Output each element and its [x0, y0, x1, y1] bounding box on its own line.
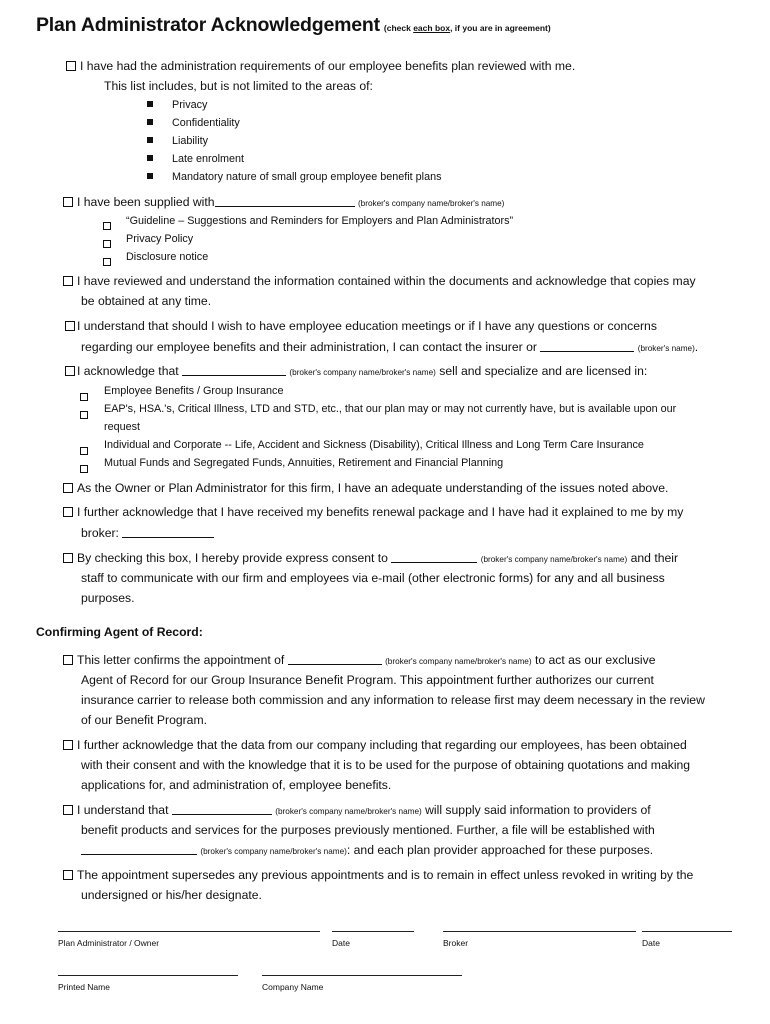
- item12-checkbox[interactable]: [63, 870, 73, 880]
- item7-line1: [63, 505, 683, 520]
- item10-line2: with their consent and with the knowledge that it is to be used for the purpose of obtaining quotations and making: [81, 758, 691, 772]
- item5-post: sell and specialize and are licensed in:: [439, 364, 648, 378]
- item8-hint: (broker's company name/broker's name): [480, 555, 628, 564]
- item7-text: I further acknowledge that I have received my benefits renewal package and I have had it explained to me by my: [77, 505, 684, 519]
- item9-checkbox[interactable]: [63, 655, 73, 665]
- company-name-label: Company Name: [262, 982, 324, 992]
- item1-line1: [66, 59, 575, 74]
- item4-checkbox[interactable]: [65, 321, 75, 331]
- title-note: [384, 23, 551, 33]
- item2-sub-checkbox[interactable]: [103, 222, 111, 230]
- item5-subitem: EAP's, HSA.'s, Critical Illness, LTD and STD, etc., that our plan may or may not currently have, but is available upon our: [104, 403, 677, 415]
- item1-bullet: Liability: [172, 135, 209, 147]
- item5-hint: (broker's company name/broker's name): [289, 368, 436, 377]
- date1-label: Date: [332, 938, 350, 948]
- item5-checkbox[interactable]: [65, 366, 75, 376]
- item1-bullet: Mandatory nature of small group employee benefit plans: [172, 171, 442, 183]
- item5-sub-checkbox[interactable]: [80, 411, 88, 419]
- item10-line3: applications for, and administration of, employee benefits.: [81, 778, 392, 792]
- item4-line1: [65, 319, 657, 334]
- bullet-icon: [147, 137, 153, 143]
- item9-pre: This letter confirms the appointment of: [77, 653, 285, 667]
- item5-sub-checkbox[interactable]: [80, 465, 88, 473]
- item11-pre: I understand that: [77, 803, 169, 817]
- item12-line1: [63, 868, 693, 883]
- item10-text: I further acknowledge that the data from our company including that regarding our employees, has been obtained: [77, 738, 687, 752]
- item2-line1: [63, 195, 504, 211]
- item6-text: As the Owner or Plan Administrator for this firm, I have an adequate understanding of the issues noted above.: [77, 481, 669, 495]
- item1-bullet: Privacy: [172, 99, 208, 111]
- item9-line4: of our Benefit Program.: [81, 713, 207, 727]
- item8-line3: purposes.: [81, 591, 135, 605]
- section-heading: Confirming Agent of Record:: [36, 625, 203, 639]
- item2-hint: (broker's company name/broker's name): [357, 199, 505, 208]
- item5-subitem: Mutual Funds and Segregated Funds, Annuities, Retirement and Financial Planning: [104, 457, 504, 469]
- bullet-icon: [147, 173, 153, 179]
- item6-checkbox[interactable]: [63, 483, 73, 493]
- item12-line2: undersigned or his/her designate.: [81, 888, 262, 902]
- item2-text: I have been supplied with: [77, 195, 215, 209]
- date2-label: Date: [642, 938, 660, 948]
- title-note-pre: (check: [383, 23, 414, 33]
- item4-line2: [81, 340, 698, 356]
- broker-name-blank[interactable]: [391, 551, 477, 563]
- company-name-line[interactable]: [262, 975, 462, 976]
- item8-pre: By checking this box, I hereby provide express consent to: [77, 551, 388, 565]
- plan-admin-signature-line[interactable]: [58, 931, 320, 932]
- date1-signature-line[interactable]: [332, 931, 414, 932]
- broker-name-blank[interactable]: [81, 843, 197, 855]
- broker-name-blank[interactable]: [172, 803, 272, 815]
- item1-checkbox[interactable]: [66, 61, 76, 71]
- bullet-icon: [147, 101, 153, 107]
- item3-text: I have reviewed and understand the information contained within the documents and acknowledge that copies may: [77, 274, 696, 288]
- item12-text: The appointment supersedes any previous appointments and is to remain in effect unless revoked in writing by the: [77, 868, 694, 882]
- item11-post: will supply said information to providers of: [425, 803, 651, 817]
- broker-name-blank[interactable]: [215, 195, 355, 207]
- item11-hint2: (broker's company name/broker's name): [200, 847, 347, 856]
- item4-end: .: [694, 340, 699, 354]
- title-note-underlined: each box: [413, 23, 451, 33]
- item5-sub-checkbox[interactable]: [80, 393, 88, 401]
- item7-text2: broker:: [81, 526, 119, 540]
- item11-line3: [81, 843, 653, 859]
- broker-blank[interactable]: [122, 526, 214, 538]
- item2-checkbox[interactable]: [63, 197, 73, 207]
- item10-checkbox[interactable]: [63, 740, 73, 750]
- item4-text: I understand that should I wish to have employee education meetings or if I have any questions or concerns: [77, 319, 657, 333]
- item1-line2: This list includes, but is not limited to the areas of:: [104, 79, 373, 93]
- title-main: Plan Administrator Acknowledgement: [36, 14, 380, 36]
- item9-hint: (broker's company name/broker's name): [385, 657, 532, 666]
- item3-line1: [63, 274, 696, 289]
- page-title: [36, 14, 551, 37]
- item11-line2: benefit products and services for the purposes previously mentioned. Further, a file will be established with: [81, 823, 655, 837]
- broker-name-blank[interactable]: [540, 340, 634, 352]
- item9-line2: Agent of Record for our Group Insurance Benefit Program. This appointment further authorizes our current: [81, 673, 654, 687]
- item10-line1: [63, 738, 687, 753]
- item8-line1: [63, 551, 678, 567]
- item8-line2: staff to communicate with our firm and employees via e-mail (other electronic forms) for any and all business: [81, 571, 665, 585]
- bullet-icon: [147, 119, 153, 125]
- item11-hint: (broker's company name/broker's name): [275, 807, 422, 816]
- item1-bullet: Late enrolment: [172, 153, 245, 165]
- item9-line1: [63, 653, 656, 669]
- item2-subitem: Privacy Policy: [126, 233, 194, 245]
- broker-signature-line[interactable]: [443, 931, 636, 932]
- printed-name-label: Printed Name: [58, 982, 110, 992]
- broker-label: Broker: [443, 938, 469, 948]
- item7-line2: [81, 526, 214, 541]
- item11-checkbox[interactable]: [63, 805, 73, 815]
- item7-checkbox[interactable]: [63, 507, 73, 517]
- item1-text: I have had the administration requirements of our employee benefits plan reviewed with me.: [80, 59, 576, 73]
- item2-subitem: “Guideline – Suggestions and Reminders for Employers and Plan Administrators”: [126, 215, 514, 227]
- item8-post: and their: [630, 551, 679, 565]
- item2-sub-checkbox[interactable]: [103, 240, 111, 248]
- printed-name-line[interactable]: [58, 975, 238, 976]
- item5-pre: I acknowledge that: [77, 364, 179, 378]
- plan-admin-label: Plan Administrator / Owner: [58, 938, 160, 948]
- item8-checkbox[interactable]: [63, 553, 73, 563]
- item4-hint: (broker's name): [637, 344, 695, 353]
- item5-subitem-cont: request: [104, 421, 141, 433]
- item11-post2: : and each plan provider approached for these purposes.: [346, 843, 654, 857]
- item4-text2: regarding our employee benefits and their administration, I can contact the insurer or: [81, 340, 537, 354]
- broker-name-blank[interactable]: [288, 653, 382, 665]
- bullet-icon: [147, 155, 153, 161]
- item3-checkbox[interactable]: [63, 276, 73, 286]
- item9-line3: insurance carrier to release both commission and any information to release first may deem necessary in the review: [81, 693, 705, 707]
- item5-subitem: Individual and Corporate -- Life, Accident and Sickness (Disability), Critical Illness and Long Term Care Insurance: [104, 439, 644, 451]
- item1-bullet: Confidentiality: [172, 117, 240, 129]
- broker-name-blank[interactable]: [182, 364, 286, 376]
- item5-subitem: Employee Benefits / Group Insurance: [104, 385, 284, 397]
- item5-sub-checkbox[interactable]: [80, 447, 88, 455]
- item2-subitem: Disclosure notice: [126, 251, 209, 263]
- title-note-post: , if you are in agreement): [450, 23, 551, 33]
- item5-line1: [65, 364, 647, 380]
- date2-signature-line[interactable]: [642, 931, 732, 932]
- item6-line1: [63, 481, 668, 496]
- item9-post: to act as our exclusive: [534, 653, 656, 667]
- item11-line1: [63, 803, 651, 819]
- item2-sub-checkbox[interactable]: [103, 258, 111, 266]
- item3-line2: be obtained at any time.: [81, 294, 212, 308]
